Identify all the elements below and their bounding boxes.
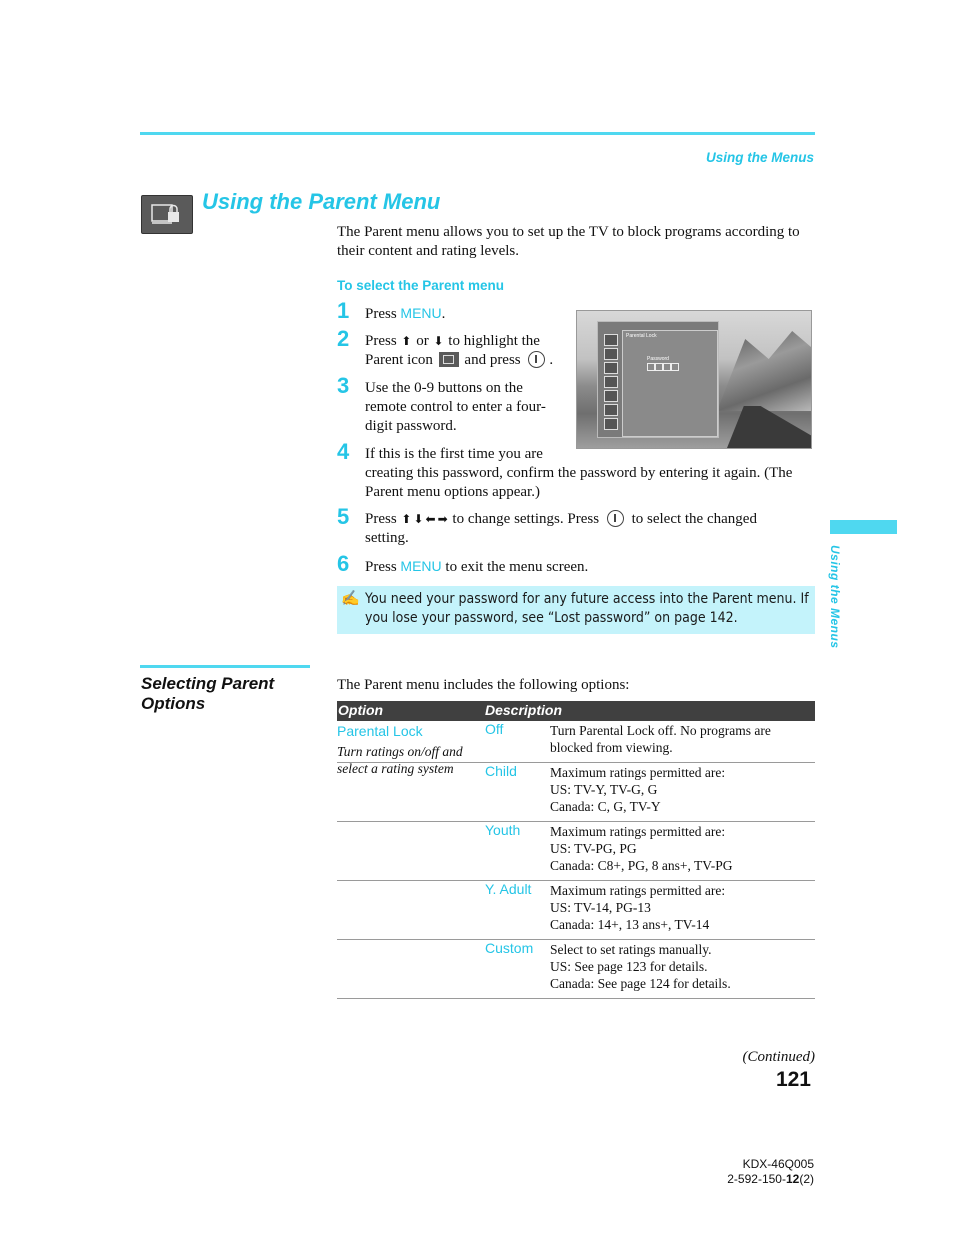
- parental-lock-submenu: [622, 330, 718, 437]
- table-row: [337, 940, 815, 999]
- menu-icon: [604, 376, 618, 388]
- running-head: Using the Menus: [705, 150, 814, 165]
- description-line: Canada: C8+, PG, 8 ans+, TV-PG: [550, 858, 733, 873]
- side-tab: [830, 520, 897, 534]
- down-arrow-icon: ⬇: [413, 512, 424, 526]
- step-number-6: 6: [337, 551, 350, 576]
- enter-button-icon: [607, 510, 624, 527]
- rating-option-description: [550, 940, 815, 998]
- menu-button-label: MENU: [400, 305, 442, 321]
- description-line: Canada: C, G, TV-Y: [550, 799, 661, 814]
- rating-option-description: [550, 763, 815, 821]
- description-line: Canada: 14+, 13 ans+, TV-14: [550, 917, 710, 932]
- description-line: Turn Parental Lock off. No programs are: [550, 723, 771, 738]
- rating-option-name: Off: [485, 721, 504, 737]
- parent-lock-icon: [141, 195, 193, 234]
- rating-option-description: [550, 721, 815, 762]
- page-number: 121: [775, 1068, 811, 1091]
- up-arrow-icon: ⬆: [401, 334, 412, 348]
- down-arrow-icon: ⬇: [433, 334, 444, 348]
- screen-menu-title: Parental Lock: [626, 333, 657, 339]
- rating-option-name: Y. Adult: [485, 881, 532, 897]
- section-title: Selecting Parent Options: [141, 674, 275, 713]
- screen-password-label: Password: [647, 356, 669, 362]
- step-number-3: 3: [337, 373, 350, 398]
- rating-option-description: [550, 822, 815, 880]
- step-number-1: 1: [337, 298, 350, 323]
- step-3-text: Use the 0-9 buttons on the remote control to enter a four- digit password.: [365, 380, 546, 434]
- description-line: Canada: See page 124 for details.: [550, 976, 731, 991]
- tv-menu-screenshot: [576, 310, 812, 449]
- description-line: Maximum ratings permitted are:: [550, 883, 726, 898]
- step-4-text: If this is the first time you are creating this password, confirm the password by entering it again. (The Parent menu options appear.): [365, 446, 793, 500]
- menu-icon: [604, 348, 618, 360]
- enter-button-icon: [528, 351, 545, 368]
- step-number-4: 4: [337, 439, 350, 464]
- menu-icon: [604, 334, 618, 346]
- description-line: Maximum ratings permitted are:: [550, 824, 726, 839]
- password-digit-box: [671, 363, 679, 371]
- step-2-text: Press ⬆ or ⬇ to highlight the Parent icon and press .: [365, 333, 554, 368]
- step-6-text: Press MENU to exit the menu screen.: [365, 558, 589, 575]
- password-digit-box: [663, 363, 671, 371]
- description-line: US: TV-14, PG-13: [550, 900, 651, 915]
- description-line: Select to set ratings manually.: [550, 942, 712, 957]
- header-description: Description: [485, 702, 563, 718]
- rating-option-name: Custom: [485, 940, 534, 956]
- rating-option-description: [550, 881, 815, 939]
- continued-label: (Continued): [742, 1049, 815, 1065]
- right-arrow-icon: ➡: [437, 512, 448, 526]
- page-title: Using the Parent Menu: [202, 189, 441, 214]
- up-arrow-icon: ⬆: [401, 512, 412, 526]
- step-number-5: 5: [337, 504, 350, 529]
- menu-button-label: MENU: [400, 558, 442, 574]
- model-code: KDX-46Q005 2-592-150-12(2): [727, 1157, 814, 1186]
- parent-menu-icon: [439, 352, 459, 367]
- table-row: [337, 822, 815, 881]
- menu-icon: [604, 404, 618, 416]
- menu-panel: [597, 321, 719, 438]
- description-line: Maximum ratings permitted are:: [550, 765, 726, 780]
- description-line: US: TV-Y, TV-G, G: [550, 782, 658, 797]
- rating-option-name: Child: [485, 763, 517, 779]
- rating-option-name: Youth: [485, 822, 521, 838]
- left-arrow-icon: ⬅: [425, 512, 436, 526]
- note-text: You need your password for any future access into the Parent menu. If you lose your password, see “Lost password” on page 142.: [365, 591, 809, 626]
- section-intro: The Parent menu includes the following options:: [337, 677, 630, 693]
- table-header: [337, 701, 815, 721]
- option-parental-lock-desc: Turn ratings on/off and select a rating system: [337, 744, 463, 776]
- top-rule: [140, 132, 815, 135]
- menu-icon: [604, 418, 618, 430]
- section-rule: [140, 665, 310, 668]
- header-option: Option: [338, 702, 384, 718]
- description-line: blocked from viewing.: [550, 740, 673, 755]
- menu-icon: [604, 390, 618, 402]
- intro-paragraph: The Parent menu allows you to set up the TV to block programs according to their content and rating levels.: [337, 224, 800, 259]
- side-tab-label: Using the Menus: [828, 545, 842, 649]
- password-digit-box: [655, 363, 663, 371]
- step-1-text: Press MENU.: [365, 305, 446, 322]
- note-pencil-icon: ✍: [341, 591, 360, 607]
- description-line: US: See page 123 for details.: [550, 959, 708, 974]
- menu-icon: [604, 362, 618, 374]
- option-parental-lock: Parental Lock: [337, 723, 423, 739]
- step-number-2: 2: [337, 326, 350, 351]
- subheading-select-parent: To select the Parent menu: [337, 278, 505, 293]
- password-digit-box: [647, 363, 655, 371]
- table-row: [337, 881, 815, 940]
- step-5-text: Press ⬆ ⬇ ⬅ ➡ to change settings. Press to select the changed setting.: [365, 511, 757, 546]
- description-line: US: TV-PG, PG: [550, 841, 637, 856]
